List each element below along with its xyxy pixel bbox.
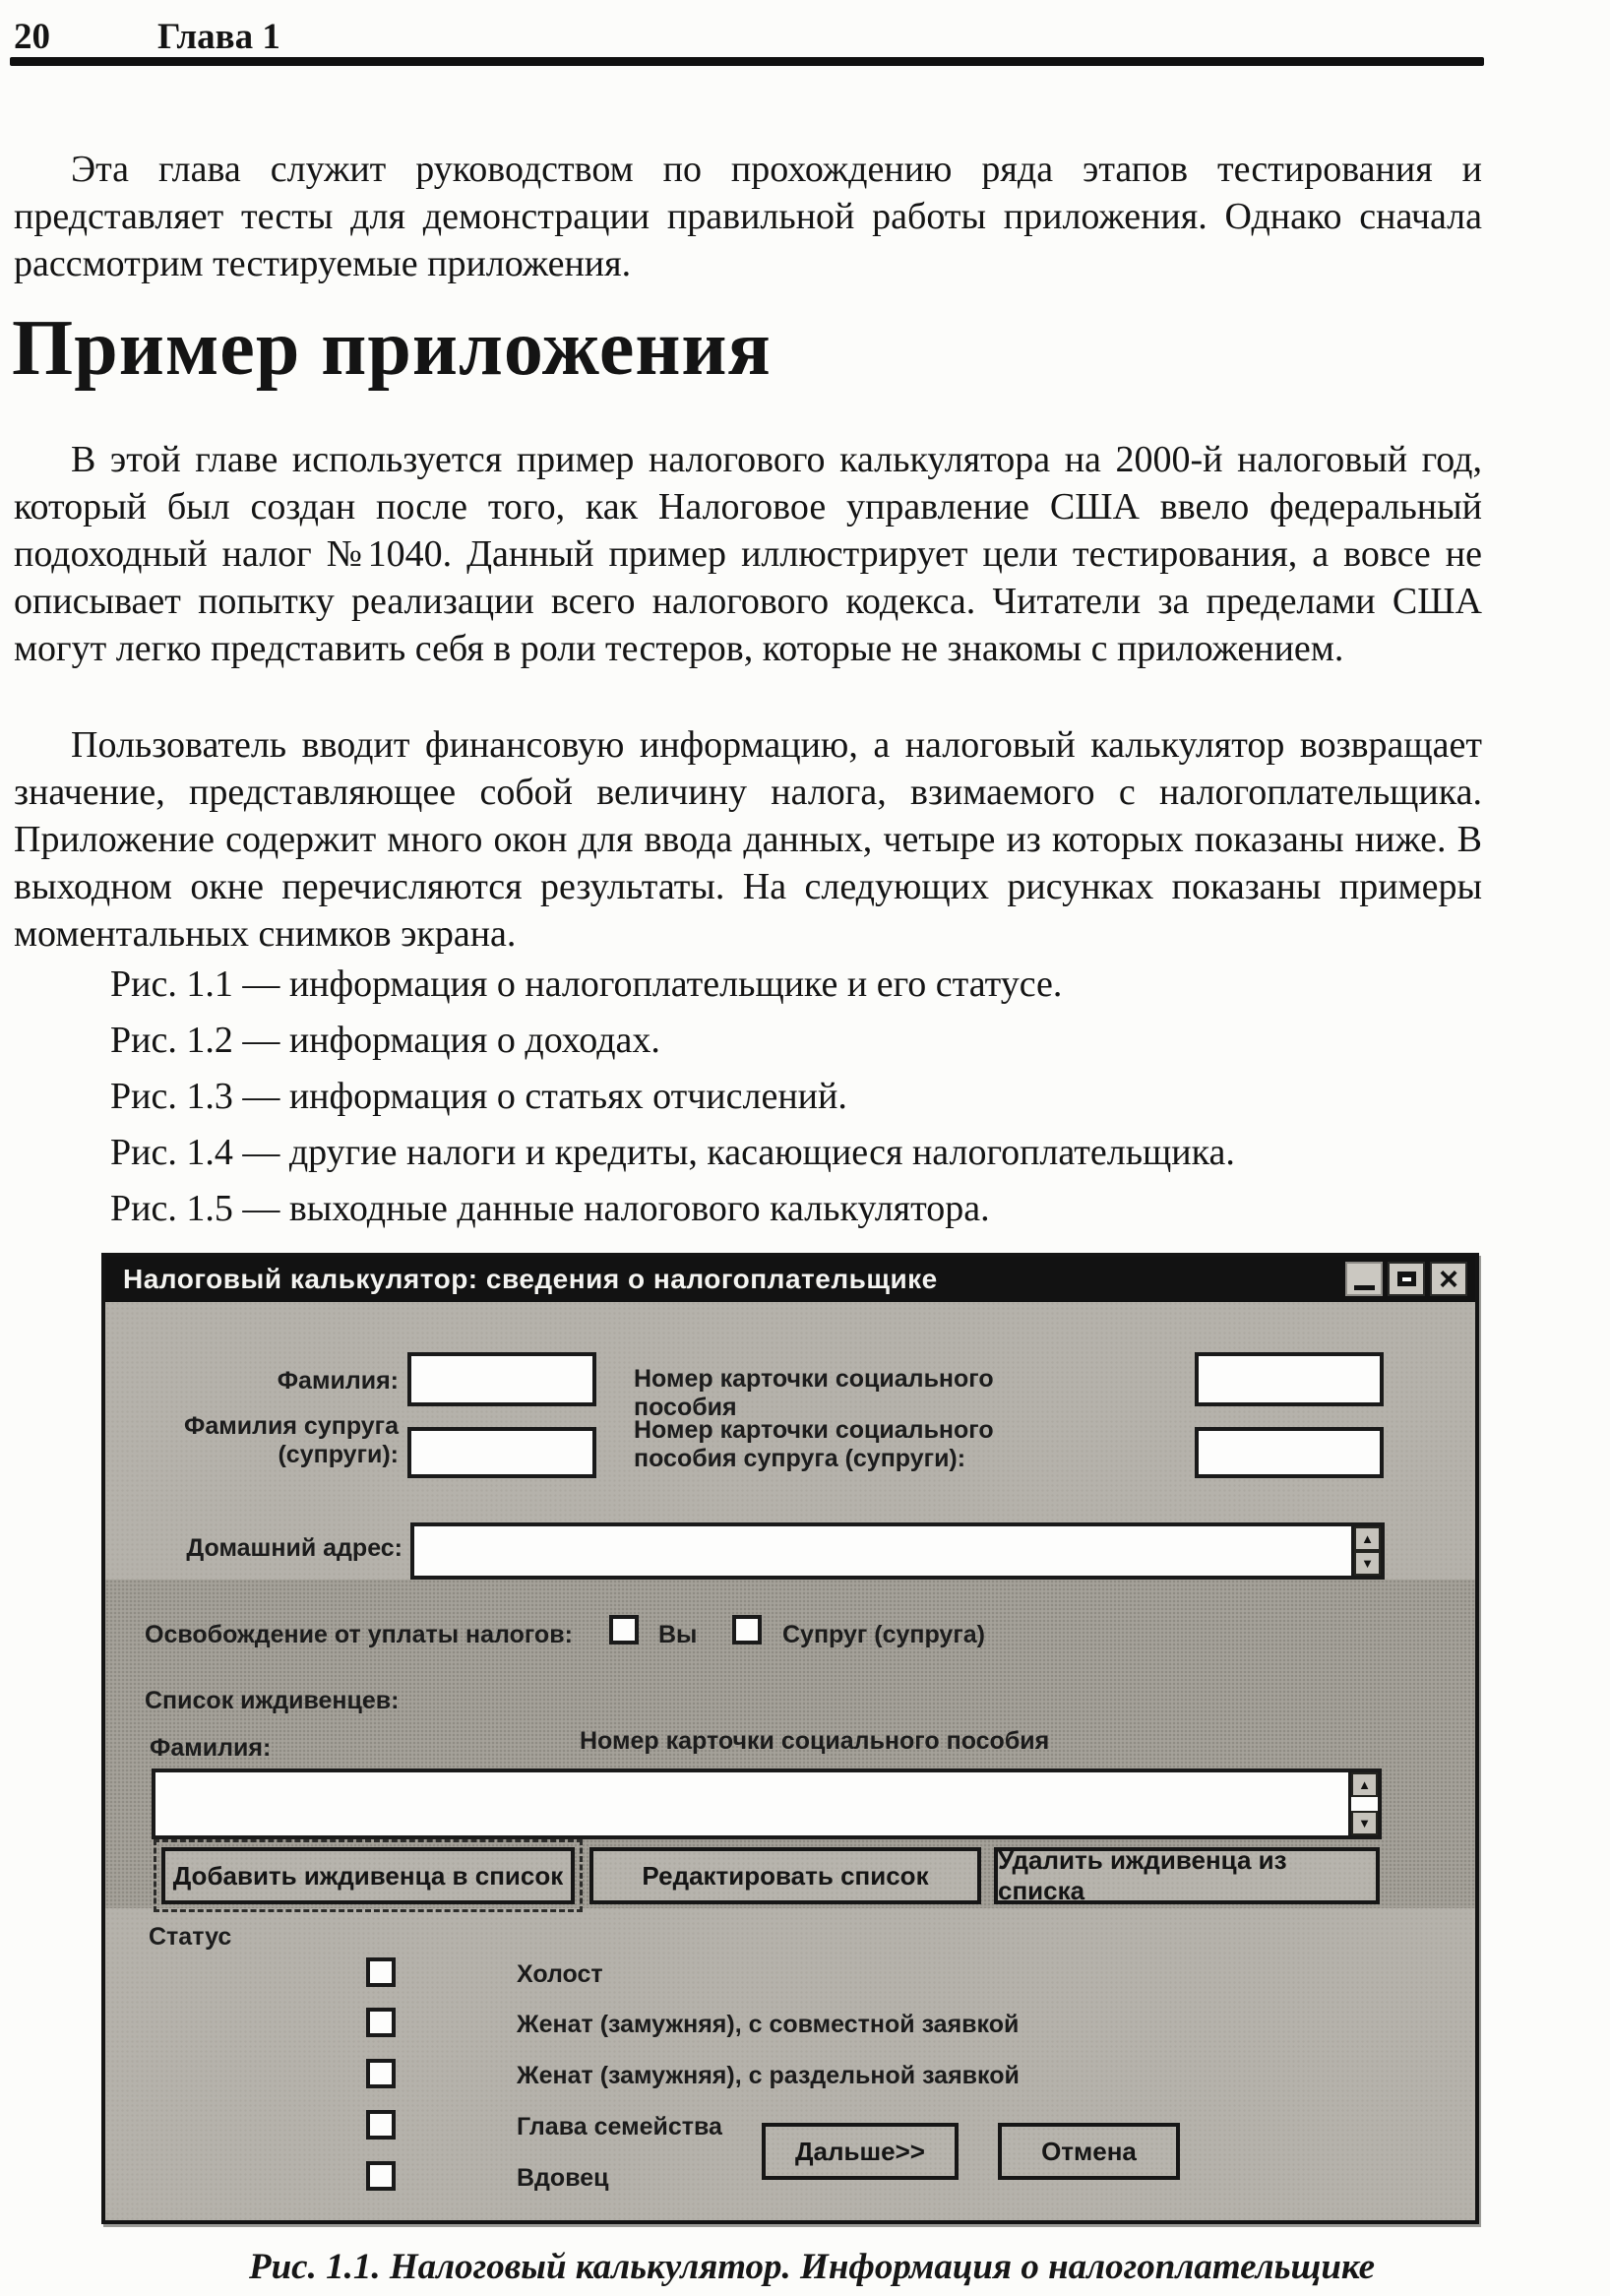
- spouse-name-label: Фамилия супруга (супруги):: [184, 1412, 399, 1468]
- exemption-spouse-label: Супруг (супруга): [782, 1621, 985, 1648]
- exemption-you-checkbox[interactable]: [609, 1615, 639, 1644]
- status-head-of-household-checkbox[interactable]: [366, 2110, 396, 2140]
- dialog-titlebar[interactable]: [105, 1257, 1475, 1302]
- figure-caption: Рис. 1.1. Налоговый калькулятор. Информация о налогоплательщике: [248, 2247, 1375, 2287]
- exemption-spouse-checkbox[interactable]: [732, 1615, 762, 1644]
- figure-list-item: Рис. 1.4 — другие налоги и кредиты, касающиеся налогоплательщика.: [110, 1132, 1235, 1173]
- next-button[interactable]: Дальше>>: [762, 2123, 959, 2180]
- maximize-icon[interactable]: [1388, 1262, 1425, 1296]
- paragraph-example: В этой главе используется пример налогового калькулятора на 2000-й налоговый год, который был создан после того, как Налоговое управление США ввело федеральный подоходный налог №1040. Данный пример иллюстрирует цели тестирования, а вовсе не описывает попытку реализации всего налогового кодекса. Читатели за пределами США могут легко представить себя в роли тестеров, которые не знакомы с приложением.: [14, 439, 1482, 669]
- last-name-input[interactable]: [407, 1352, 596, 1406]
- status-widower-checkbox[interactable]: [366, 2161, 396, 2191]
- status-married-separate-checkbox[interactable]: [366, 2059, 396, 2088]
- scroll-down-icon[interactable]: ▼: [1351, 1811, 1378, 1835]
- running-head: [14, 16, 1482, 58]
- spouse-ssn-input[interactable]: [1195, 1427, 1384, 1478]
- home-address-input[interactable]: [410, 1522, 1385, 1580]
- status-option-label: Женат (замужняя), с раздельной заявкой: [517, 2062, 1020, 2089]
- section-title: Пример приложения: [12, 305, 772, 392]
- status-single-checkbox[interactable]: [366, 1957, 396, 1987]
- scroll-up-icon[interactable]: ▲: [1354, 1526, 1381, 1551]
- header-rule: [10, 57, 1484, 66]
- window-controls: [1345, 1262, 1467, 1296]
- status-option-label: Вдовец: [517, 2164, 609, 2192]
- last-name-label: Фамилия:: [277, 1367, 399, 1395]
- close-icon[interactable]: ×: [1430, 1262, 1467, 1296]
- status-option-label: Женат (замужняя), с совместной заявкой: [517, 2011, 1020, 2038]
- dependents-list-label: Список иждивенцев:: [145, 1687, 400, 1714]
- dependent-name-label: Фамилия:: [150, 1734, 272, 1762]
- edit-list-button[interactable]: Редактировать список: [589, 1847, 981, 1904]
- cancel-button[interactable]: Отмена: [998, 2123, 1180, 2180]
- chapter-header: Глава 1: [157, 17, 280, 57]
- exemption-label: Освобождение от уплаты налогов:: [145, 1621, 573, 1648]
- page-number: 20: [14, 17, 50, 57]
- figure-list-item: Рис. 1.2 — информация о доходах.: [110, 1020, 660, 1061]
- spouse-ssn-label: Номер карточки социального пособия супруга (супруги):: [634, 1416, 994, 1472]
- address-scrollbar[interactable]: [1351, 1526, 1381, 1576]
- status-option-label: Глава семейства: [517, 2113, 722, 2141]
- status-married-joint-checkbox[interactable]: [366, 2008, 396, 2037]
- scroll-up-icon[interactable]: ▲: [1351, 1772, 1378, 1797]
- dependents-listbox[interactable]: [152, 1769, 1382, 1839]
- dependent-ssn-label: Номер карточки социального пособия: [580, 1727, 1050, 1755]
- figure-list: [110, 957, 1390, 1237]
- exemption-you-label: Вы: [658, 1621, 698, 1648]
- figure-list-item: Рис. 1.5 — выходные данные налогового калькулятора.: [110, 1188, 990, 1229]
- figure-list-item: Рис. 1.1 — информация о налогоплательщике и его статусе.: [110, 963, 1063, 1005]
- add-dependent-button[interactable]: Добавить иждивенца в список: [161, 1847, 575, 1904]
- home-address-label: Домашний адрес:: [186, 1534, 402, 1562]
- dialog-title: Налоговый калькулятор: сведения о налогоплательщике: [123, 1264, 938, 1294]
- status-option-label: Холост: [517, 1960, 603, 1988]
- ssn-input[interactable]: [1195, 1352, 1384, 1406]
- spouse-name-input[interactable]: [407, 1427, 596, 1478]
- dependents-scrollbar[interactable]: [1348, 1772, 1378, 1835]
- ssn-label: Номер карточки социального пособия: [634, 1365, 994, 1421]
- figure-list-item: Рис. 1.3 — информация о статьях отчислений.: [110, 1076, 847, 1117]
- intro-paragraph: Эта глава служит руководством по прохождению ряда этапов тестирования и представляет тесты для демонстрации правильной работы приложения. Однако сначала рассмотрим тестируемые приложения.: [14, 149, 1482, 284]
- scroll-down-icon[interactable]: ▼: [1354, 1551, 1381, 1576]
- status-label: Статус: [149, 1923, 232, 1951]
- paragraph-user-input: Пользователь вводит финансовую информацию, а налоговый калькулятор возвращает значение, представляющее собой величину налога, взимаемого с налогоплательщика. Приложение содержит много окон для ввода данных, четыре из которых показаны ниже. В выходном окне перечисляются результаты. На следующих рисунках показаны примеры моментальных снимков экрана.: [14, 724, 1482, 955]
- tax-calculator-dialog: [101, 1253, 1479, 2224]
- minimize-icon[interactable]: [1345, 1262, 1383, 1296]
- delete-dependent-button[interactable]: Удалить иждивенца из списка: [994, 1847, 1380, 1904]
